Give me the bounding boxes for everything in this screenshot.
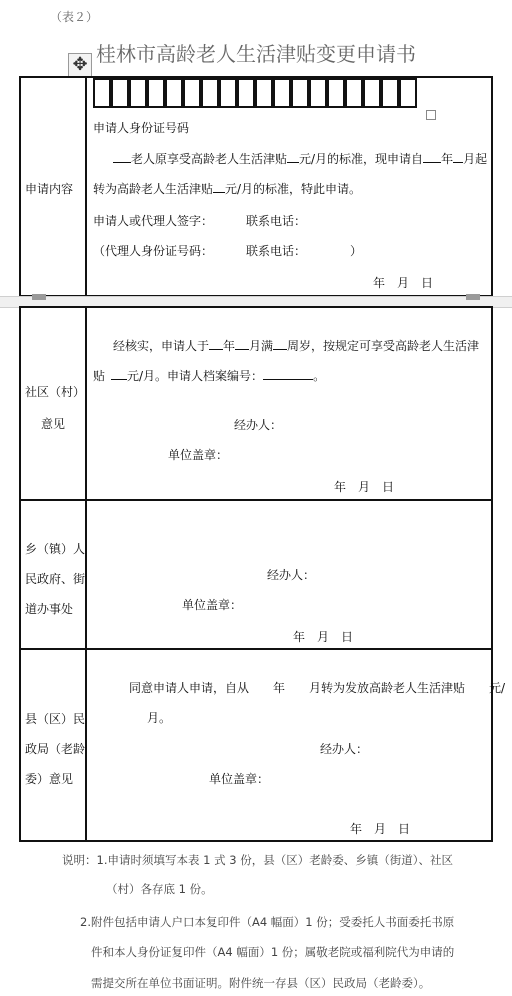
section-label-community-1: 社区（村） [25, 385, 86, 399]
county-handler-label: 经办人： [320, 742, 369, 756]
id-digit-box[interactable] [165, 78, 183, 108]
county-line-2: 月。 [147, 711, 172, 725]
close-paren: ） [350, 244, 363, 258]
id-digit-box[interactable] [309, 78, 327, 108]
page-title: 桂林市高龄老人生活津贴变更申请书 [96, 42, 416, 66]
community-line-2: 贴 元/月。申请人档案编号： 。 [93, 369, 326, 383]
note-2-line-1: 2.附件包括申请人户口本复印件（A4 幅面）1 份；受委托人书面委托书原 [80, 915, 455, 929]
blank-original-amount-2[interactable] [287, 150, 299, 163]
id-digit-box[interactable] [111, 78, 129, 108]
table-divider-lower [85, 306, 87, 842]
table-section-review [19, 306, 493, 842]
blank-age[interactable] [273, 337, 287, 350]
phone-label-1: 联系电话： [246, 214, 307, 228]
id-digit-box[interactable] [255, 78, 273, 108]
town-seal-label: 单位盖章： [182, 598, 243, 612]
id-digit-box[interactable] [201, 78, 219, 108]
id-digit-box[interactable] [237, 78, 255, 108]
blank-new-amount[interactable] [213, 180, 225, 193]
town-date: 年 月 日 [293, 630, 354, 644]
id-number-caption: 申请人身份证号码 [93, 121, 190, 135]
note-1-line-1: 说明：1.申请时须填写本表 1 式 3 份，县（区）老龄委、乡镇（街道）、社区 [62, 853, 453, 867]
table-divider [85, 76, 87, 297]
id-digit-box[interactable] [219, 78, 237, 108]
section-label-community-2: 意见 [41, 417, 66, 431]
id-digit-box[interactable] [345, 78, 363, 108]
county-seal-label: 单位盖章： [209, 772, 270, 786]
section-label-town-2: 民政府、街 [25, 572, 86, 586]
row-divider-1 [19, 499, 493, 501]
note-2-line-3: 需提交所在单位书面证明。附件统一存县（区）民政局（老龄委）。 [91, 976, 431, 990]
section-label-town-3: 道办事处 [25, 602, 74, 616]
section-label-town-1: 乡（镇）人 [25, 542, 86, 556]
id-digit-box[interactable] [93, 78, 111, 108]
id-digit-box[interactable] [327, 78, 345, 108]
community-line-1: 经核实，申请人于 年 月满 周岁，按规定可享受高龄老人生活津 [113, 339, 480, 353]
id-digit-box[interactable] [147, 78, 165, 108]
section-label-county-2: 政局（老龄 [25, 742, 86, 756]
id-digit-box[interactable] [363, 78, 381, 108]
id-digit-box[interactable] [273, 78, 291, 108]
section-label-county-3: 委）意见 [25, 772, 74, 786]
blank-original-amount[interactable] [113, 150, 131, 163]
blank-birth-month[interactable] [235, 337, 249, 350]
note-1-line-2: （村）各存底 1 份。 [106, 882, 213, 896]
application-line-1: 老人原享受高龄老人生活津贴 元/月的标准，现申请自 年 月起 [93, 150, 487, 167]
page-corner-mark-right [466, 294, 480, 300]
id-digit-box[interactable] [129, 78, 147, 108]
applicant-signature-label: 申请人或代理人签字： [93, 214, 214, 228]
community-seal-label: 单位盖章： [168, 448, 229, 462]
blank-file-number[interactable] [263, 367, 313, 380]
page-corner-mark-left [32, 294, 46, 300]
town-handler-label: 经办人： [267, 568, 316, 582]
id-digit-box[interactable] [399, 78, 417, 108]
agent-id-label: （代理人身份证号码： [93, 244, 214, 258]
blank-start-year[interactable] [423, 150, 441, 163]
community-date: 年 月 日 [334, 480, 395, 494]
blank-birth-year[interactable] [209, 337, 223, 350]
application-date: 年 月 日 [373, 276, 434, 290]
blank-start-month[interactable] [453, 150, 463, 163]
blank-subsidy-amount[interactable] [111, 367, 127, 380]
phone-label-2: 联系电话： [246, 244, 307, 258]
section-label-county-1: 县（区）民 [25, 712, 86, 726]
id-digit-box[interactable] [291, 78, 309, 108]
section-label-application: 申请内容 [25, 182, 74, 196]
id-digit-box[interactable] [183, 78, 201, 108]
resize-icon[interactable] [426, 110, 436, 120]
note-2-line-2: 件和本人身份证复印件（A4 幅面）1 份；属敬老院或福利院代为申请的 [91, 945, 455, 959]
county-line-1: 同意申请人申请，自从 年 月转为发放高龄老人生活津贴 元/ [129, 681, 506, 695]
move-icon[interactable]: ✥ [68, 53, 92, 77]
row-divider-2 [19, 648, 493, 650]
form-number: （表２） [50, 10, 99, 24]
community-handler-label: 经办人： [234, 418, 283, 432]
id-digit-box[interactable] [381, 78, 399, 108]
application-line-2: 转为高龄老人生活津贴 元/月的标准，特此申请。 [93, 182, 362, 196]
county-date: 年 月 日 [350, 822, 411, 836]
